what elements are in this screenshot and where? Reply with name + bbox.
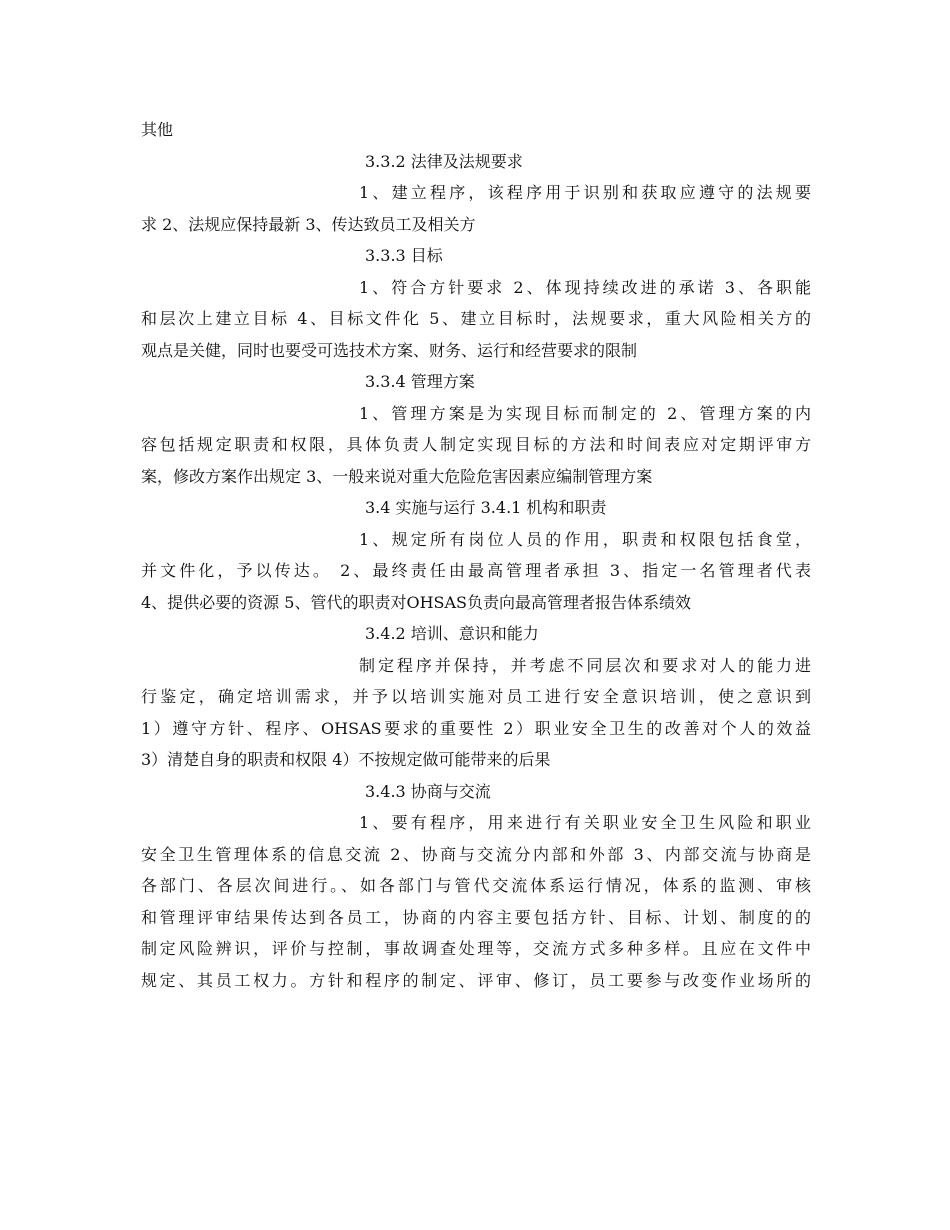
text-line: 其他 [141,120,174,139]
text-line: 1）遵守方针、程序、OHSAS要求的重要性 2）职业安全卫生的改善对个人的效益 [141,718,811,738]
text-line: 求 2、法规应保持最新 3、传达致员工及相关方 [141,214,476,234]
text-line: 并文件化，予以传达。 2、最终责任由最高管理者承担 3、指定一名管理者代表 [141,561,811,580]
text-line: 各部门、各层次间进行。、如各部门与管代交流体系运行情况，体系的监测、审核 [141,876,811,895]
text-line: 制定程序并保持，并考虑不同层次和要求对人的能力进 [359,655,811,675]
text-line: 容包括规定职责和权限，具体负责人制定实现目标的方法和时间表应对定期评审方 [141,435,811,454]
section-heading: 3.3.2 法律及法规要求 [365,151,523,171]
text-line: 1、符合方针要求 2、体现持续改进的承诺 3、各职能 [359,277,811,297]
text-line: 观点是关健，同时也要受可选技术方案、财务、运行和经营要求的限制 [141,340,638,360]
section-heading: 3.4.3 协商与交流 [365,781,491,801]
section-heading: 3.3.3 目标 [365,246,443,265]
text-line: 1、要有程序，用来进行有关职业安全卫生风险和职业 [359,813,811,832]
text-line: 案，修改方案作出规定 3、一般来说对重大危险危害因素应编制管理方案 [141,466,653,486]
text-line: 和层次上建立目标 4、目标文件化 5、建立目标时，法规要求，重大风险相关方的 [141,309,811,328]
text-line: 1、规定所有岗位人员的作用，职责和权限包括食堂， [359,529,811,549]
text-line: 1、建立程序，该程序用于识别和获取应遵守的法规要 [359,183,811,202]
text-line: 和管理评审结果传达到各员工，协商的内容主要包括方针、目标、计划、制度的的 [141,907,811,927]
document-body [141,114,811,996]
section-heading: 3.4.2 培训、意识和能力 [365,624,539,643]
section-heading: 3.3.4 管理方案 [365,372,475,391]
text-line: 1、管理方案是为实现目标而制定的 2、管理方案的内 [359,403,811,423]
text-line: 制定风险辨识，评价与控制，事故调查处理等，交流方式多种多样。且应在文件中 [141,939,811,958]
text-line: 行鉴定，确定培训需求，并予以培训实施对员工进行安全意识培训，使之意识到 [141,687,811,706]
text-line: 4、提供必要的资源 5、管代的职责对OHSAS负责向最高管理者报告体系绩效 [141,592,691,612]
section-heading: 3.4 实施与运行 3.4.1 机构和职责 [365,498,607,517]
text-line: 安全卫生管理体系的信息交流 2、协商与交流分内部和外部 3、内部交流与协商是 [141,844,811,864]
text-line: 规定、其员工权力。方针和程序的制定、评审、修订，员工要参与改变作业场所的 [141,970,811,990]
text-line: 3）清楚自身的职责和权限 4）不按规定做可能带来的后果 [141,750,551,769]
